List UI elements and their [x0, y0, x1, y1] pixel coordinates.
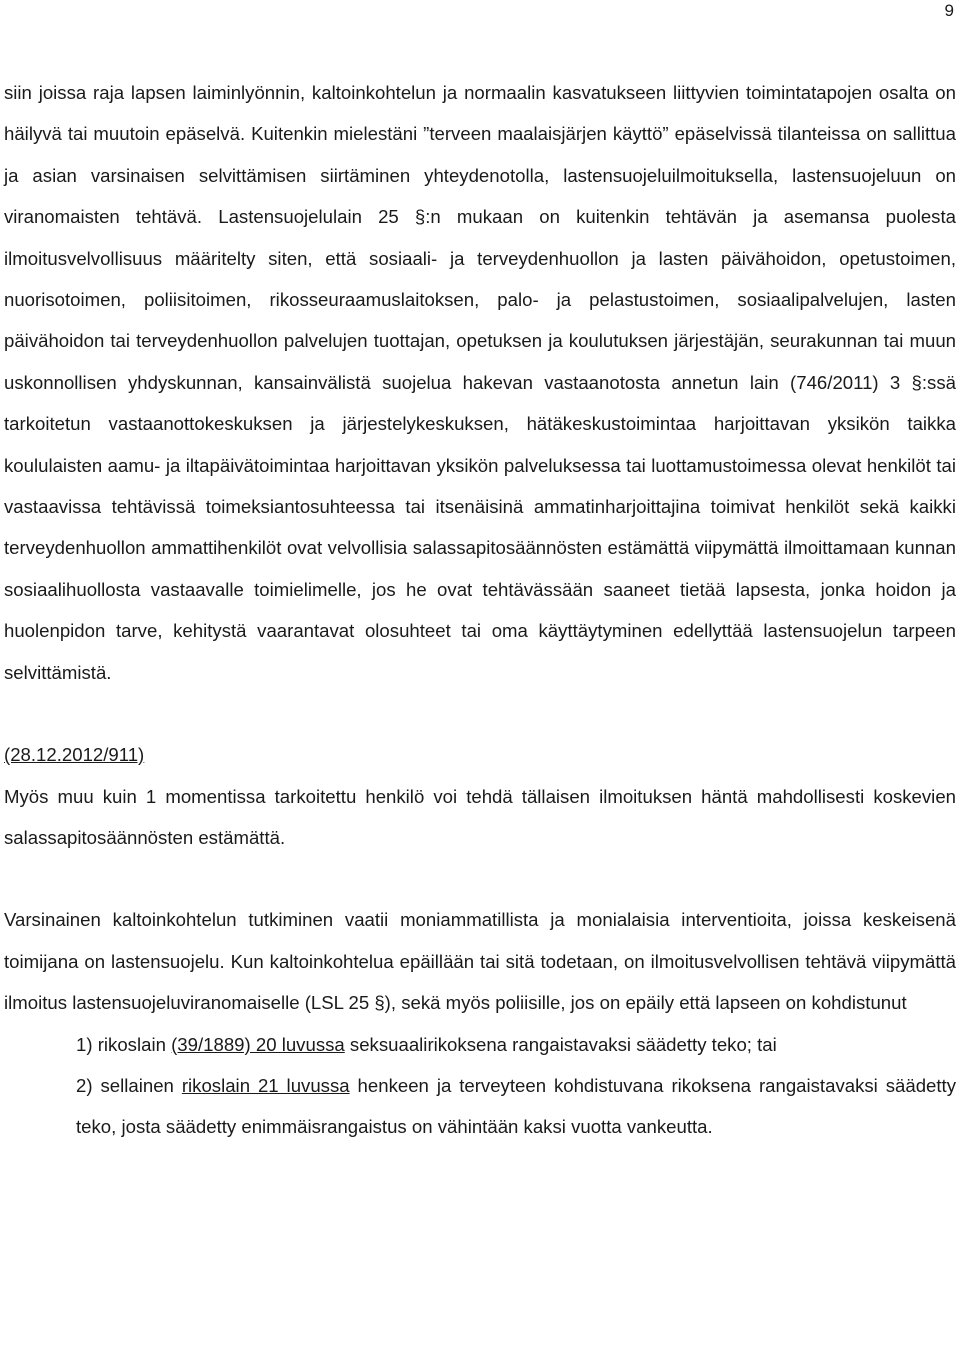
- paragraph-tutkiminen: Varsinainen kaltoinkohtelun tutkiminen vaatii moniammatillista ja monialaisia interventioita, joissa keskeisenä toimijana on lastensuojelu. Kun kaltoinkohtelua epäillään tai sitä todetaan, on ilmoitusvelvollisen tehtävä viipymättä ilmoitus lastensuojeluviranomaiselle (LSL 25 §), sekä myös poliisille, jos on epäily että lapseen on kohdistunut: [4, 909, 956, 1014]
- law-reference-link[interactable]: (39/1889) 20 luvussa: [171, 1033, 345, 1055]
- list-text-before: sellainen: [100, 1074, 174, 1096]
- amendment-reference[interactable]: [4, 734, 956, 775]
- paragraph-ilmoitusvelvollisuus: siin joissa raja lapsen laiminlyönnin, kaltoinkohtelun ja normaalin kasvatukseen liittyvien toimintatapojen osalta on häilyvä tai muutoin epäselvä. Kuitenkin mielestäni ”terveen maalaisjärjen käyttö” epäselvissä tilanteissa on sallittua ja asian varsinaisen selvittämisen siirtäminen yhteydenotolla, lastensuojeluilmoituksella, lastensuojeluun on viranomaisten tehtävä. Lastensuojelulain 25 §:n mukaan on kuitenkin tehtävän ja asemansa puolesta ilmoitusvelvollisuus määritelty siten, että sosiaali- ja terveydenhuollon ja lasten päivähoidon, opetustoimen, nuorisotoimen, poliisitoimen, rikosseuraamuslaitoksen, palo- ja pelastustoimen, sosiaalipalvelujen, lasten päivähoidon tai terveydenhuollon palvelujen tuottajan, opetuksen ja koulutuksen järjestäjän, seurakunnan tai muun uskonnollisen yhdyskunnan, kansainvälistä suojelua hakevan vastaanotosta annetun lain (746/2011) 3 §:ssä tarkoitetun vastaanottokeskuksen ja järjestelykeskuksen, hätäkeskustoimintaa harjoittavan yksikön taikka koululaisten aamu- ja iltapäivätoimintaa harjoittavan yksikön palveluksessa tai luottamustoimessa olevat henkilöt tai vastaavissa tehtävissä toimeksiantosuhteessa tai itsenäisinä ammatinharjoittajina toimivat henkilöt sekä kaikki terveydenhuollon ammattihenkilöt ovat velvollisia salassapitosäännösten estämättä viipymättä ilmoittamaan kunnan sosiaalihuollosta vastaavalle toimielimelle, jos he ovat tehtävässään saaneet tietää lapsesta, jonka hoidon ja huolenpidon tarve, kehitystä vaarantavat olosuhteet tai oma käyttäytyminen edellyttää lastensuojelun tarpeen selvittämistä.: [4, 82, 956, 683]
- list-item-1: [4, 1024, 956, 1065]
- amendment-link[interactable]: (28.12.2012/911): [4, 744, 145, 766]
- law-reference-link[interactable]: rikoslain 21 luvussa: [181, 1074, 350, 1096]
- list-text-after: seksuaalirikoksena rangaistavaksi säädetty teko; tai: [349, 1033, 777, 1055]
- list-text-after: henkeen ja terveyteen kohdistuvana rikoksena rangaistavaksi säädetty teko, josta säädetty enimmäisrangaistus on vähintään kaksi vuotta vankeutta.: [76, 1074, 957, 1138]
- list-text-before: rikoslain: [97, 1033, 166, 1055]
- paragraph-gap: [4, 858, 956, 899]
- document-body: [4, 72, 956, 1148]
- paragraph-muu-henkilo: Myös muu kuin 1 momentissa tarkoitettu henkilö voi tehdä tällaisen ilmoituksen häntä mahdollisesti koskevien salassapitosäännösten estämättä.: [4, 785, 956, 848]
- paragraph-gap: [4, 693, 956, 734]
- page-number: 9: [944, 1, 954, 20]
- list-marker: 1): [76, 1033, 93, 1055]
- list-item-2: [4, 1065, 956, 1148]
- list-marker: 2): [76, 1074, 93, 1096]
